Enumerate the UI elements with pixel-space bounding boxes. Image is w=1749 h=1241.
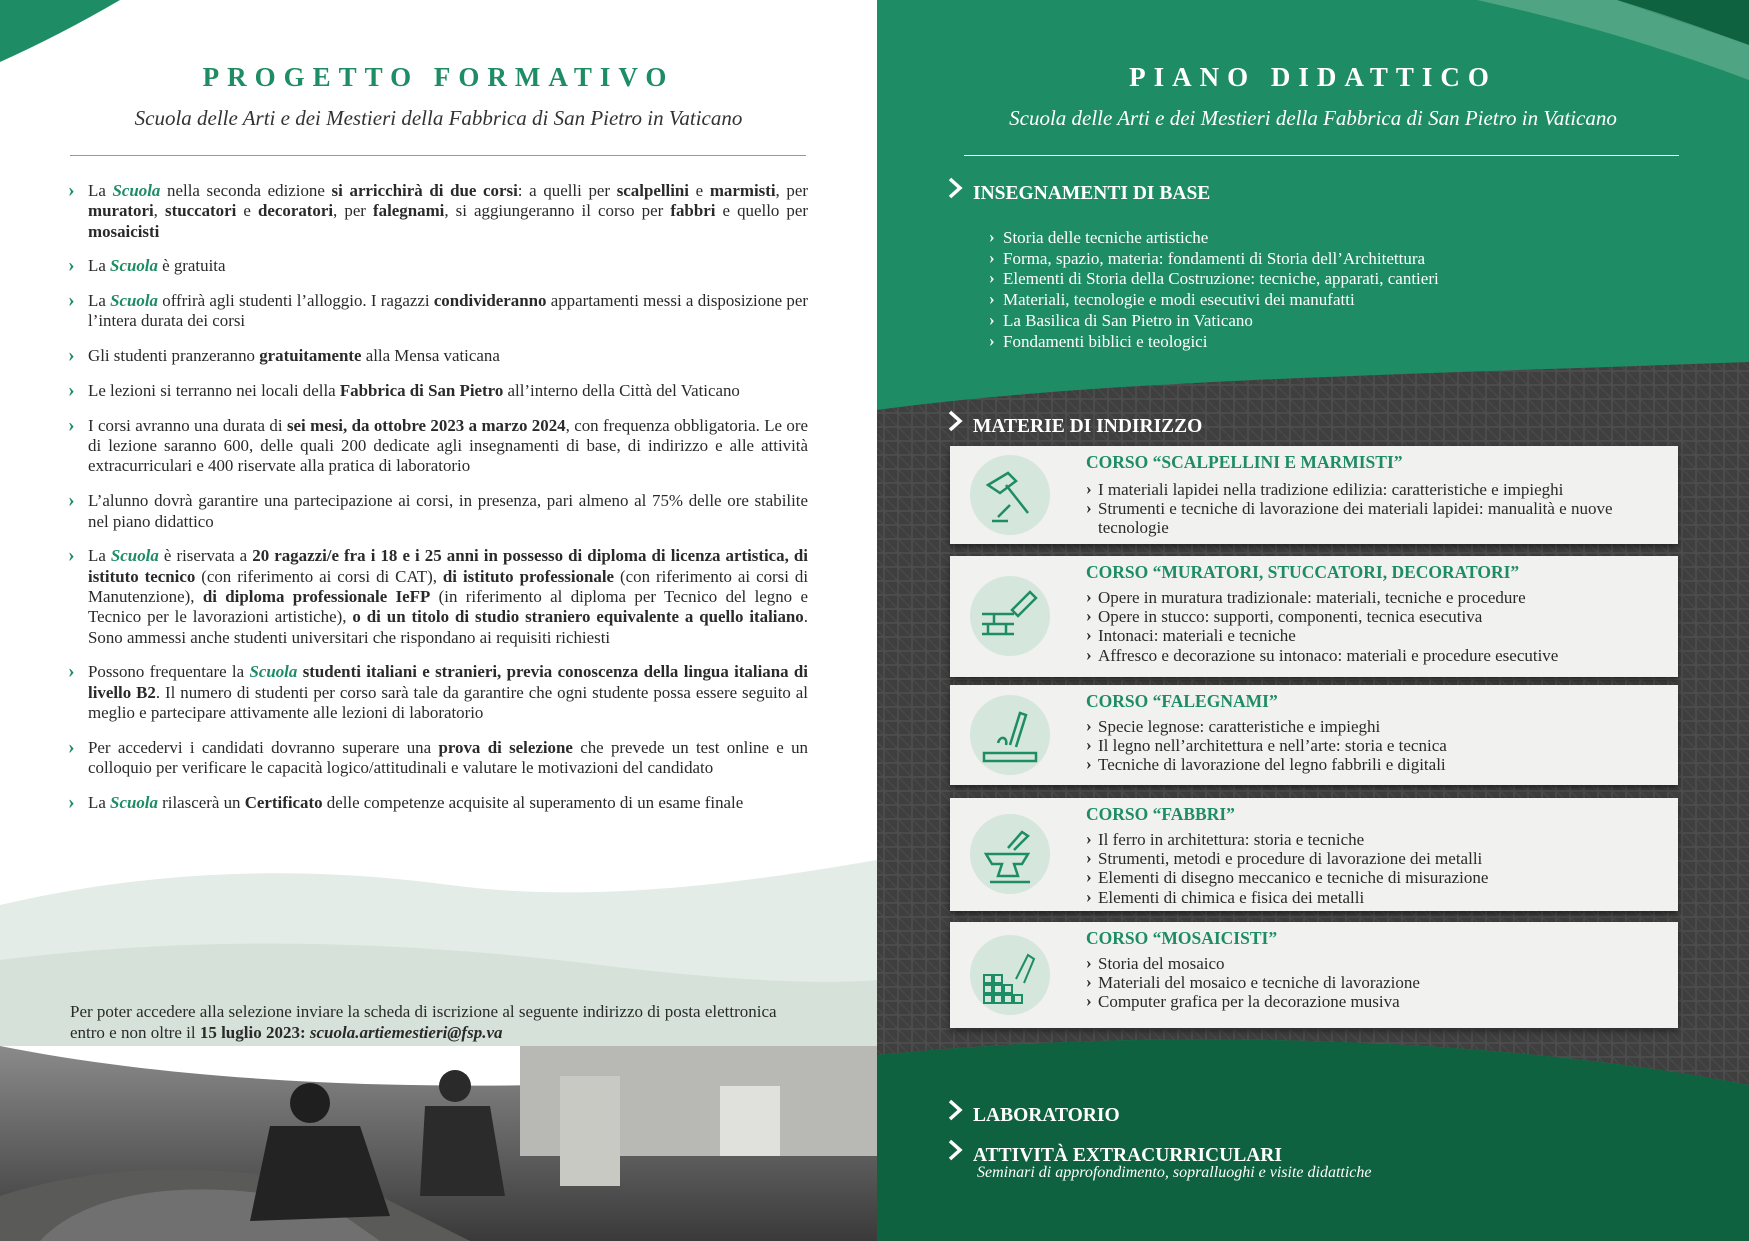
course-topic-item: › Materiali del mosaico e tecniche di lavorazione [1086, 973, 1664, 992]
course-topics [1086, 954, 1664, 1012]
section-heading-extra [947, 1139, 1282, 1167]
bullet-text: mosaicisti [88, 221, 160, 241]
colon-separator: : [299, 1023, 310, 1042]
bullet-text: L’alunno dovrà garantire una partecipazione ai corsi, in presenza, pari almeno al 75% delle ore stabilite nel piano didattico [88, 491, 808, 531]
course-topic-item: › I materiali lapidei nella tradizione edilizia: caratteristiche e impieghi [1086, 480, 1664, 499]
section-heading-lab [947, 1099, 1120, 1127]
bullet-text: prova di selezione [438, 737, 573, 757]
base-heading: INSEGNAMENTI DI BASE [973, 183, 1211, 204]
course-topic-item: › Il legno nell’architettura e nell’arte: storia e tecnica [1086, 736, 1664, 755]
mosaic-hand-icon [970, 935, 1050, 1015]
section-heading-base [947, 177, 1210, 205]
base-subject-item: › Storia delle tecniche artistiche [989, 228, 1689, 249]
bullet-text: delle competenze acquisite al superamento di un esame finale [322, 792, 744, 812]
workshop-photo [0, 1046, 877, 1241]
course-title: CORSO “MOSAICISTI” [1086, 928, 1278, 948]
course-topic-item: › Affresco e decorazione su intonaco: materiali e procedure esecutive [1086, 646, 1664, 665]
info-bullet [68, 793, 808, 813]
course-card [950, 446, 1678, 544]
course-topics [1086, 830, 1664, 907]
bullet-text: e quello per [715, 201, 809, 221]
course-card [950, 798, 1678, 911]
bullet-text: Per accedervi i candidati dovranno superare una [88, 737, 439, 757]
course-topics [1086, 588, 1664, 665]
base-subject-item: › Fondamenti biblici e teologici [989, 332, 1689, 353]
info-bullet [68, 491, 808, 532]
bullet-text: muratori [88, 201, 154, 221]
bullet-text: e [689, 181, 710, 200]
right-page [877, 0, 1749, 1241]
course-topic-item: › Opere in muratura tradizionale: materiali, tecniche e procedure [1086, 588, 1664, 607]
course-topic-item: › Il ferro in architettura: storia e tecniche [1086, 830, 1664, 849]
course-topic-item: › Strumenti, metodi e procedure di lavorazione dei metalli [1086, 849, 1664, 868]
base-subject-item: › Materiali, tecnologie e modi esecutivi dei manufatti [989, 290, 1689, 311]
bullet-text: (con riferimento ai corsi di Manutenzione), [88, 566, 809, 606]
course-topic-item: › Elementi di disegno meccanico e tecniche di misurazione [1086, 868, 1664, 887]
info-bullet [68, 381, 808, 401]
bullet-text: condivideranno [433, 291, 547, 311]
bullet-text: fabbri [670, 201, 716, 221]
bullet-text: Le lezioni si terranno nei locali della [88, 381, 340, 401]
bullet-text: , per [775, 181, 809, 200]
bullet-text: Gli studenti pranzeranno [88, 346, 260, 366]
bullet-text: di istituto professionale [442, 566, 615, 586]
bullet-text: , si aggiungeranno il corso per [444, 201, 671, 221]
school-name: Scuola [110, 546, 159, 566]
bullet-text: Fabbrica di San Pietro [339, 381, 504, 401]
course-topic-item: › Computer grafica per la decorazione musiva [1086, 992, 1664, 1011]
extra-description: Seminari di approfondimento, sopralluoghi e visite didattiche [977, 1164, 1372, 1181]
bullet-text: è gratuita [157, 256, 226, 276]
bullet-text: La [88, 546, 111, 566]
bullet-text: stuccatori [165, 201, 237, 221]
course-topic-item: › Specie legnose: caratteristiche e impieghi [1086, 717, 1664, 736]
bullet-text: La [88, 792, 111, 812]
base-subject-item: › Forma, spazio, materia: fondamenti di Storia dell’Architettura [989, 249, 1689, 270]
course-card [950, 685, 1678, 785]
school-name: Scuola [112, 181, 161, 200]
course-topic-item: › Storia del mosaico [1086, 954, 1664, 973]
page-title: PIANO DIDATTICO [1129, 62, 1497, 92]
info-bullet [68, 416, 808, 477]
school-name: Scuola [110, 256, 158, 276]
section-heading-materie [947, 410, 1202, 438]
info-bullet [68, 291, 808, 332]
bullet-text: , con frequenza obbligatoria. Le ore di lezione saranno 600, delle quali 200 dedicate agli insegnamenti di base, di indirizzo e alle attività extracurriculari e 400 riservate alla pratica di laboratorio [88, 415, 808, 476]
bullet-text: (in riferimento al diploma per Tecnico del legno e Tecnico per le lavorazioni artistiche), [88, 586, 808, 627]
bullet-text: La [88, 291, 111, 311]
bullet-text: falegnami [373, 201, 445, 221]
bullet-text: scalpellini [616, 181, 689, 200]
extra-heading: ATTIVITÀ EXTRACURRICULARI [973, 1145, 1282, 1166]
chevron-right-icon [947, 1139, 965, 1161]
bullet-text: sei mesi, da ottobre 2023 a marzo 2024 [286, 415, 566, 435]
course-topic-item: › Strumenti e tecniche di lavorazione dei materiali lapidei: manualità e nuove tecnologie [1086, 499, 1664, 537]
bullet-text: Certificato [244, 792, 323, 812]
bullet-text: nella seconda edizione [160, 181, 332, 200]
course-card [950, 556, 1678, 677]
anvil-hammer-icon [970, 814, 1050, 894]
bullet-text: alla Mensa vaticana [361, 346, 500, 366]
info-bullet [68, 738, 808, 779]
school-name: Scuola [249, 662, 298, 682]
info-bullet [68, 181, 808, 242]
bullet-text: decoratori [258, 201, 334, 221]
contact-email-link[interactable]: scuola.artiemestieri@fsp.va [309, 1023, 503, 1042]
info-bullet [68, 662, 808, 723]
lab-heading: LABORATORIO [973, 1105, 1120, 1126]
bullet-text: che prevede un test online e un colloquio per verificare le capacità logico/attitudinali e valutare le motivazioni del candidato [88, 737, 809, 778]
chevron-right-icon [947, 177, 965, 199]
bullet-text: è riservata a [158, 546, 253, 566]
info-bullet [68, 546, 808, 647]
school-name: Scuola [110, 792, 158, 812]
base-subjects-list [989, 228, 1689, 352]
application-note-text: Per poter accedere alla selezione inviare la scheda di iscrizione al seguente indirizzo di posta elettronica entro e non oltre il [70, 1002, 777, 1042]
school-name: Scuola [110, 291, 158, 311]
title-divider [964, 155, 1679, 156]
info-bullet [68, 256, 808, 276]
page-subtitle: Scuola delle Arti e dei Mestieri della Fabbrica di San Pietro in Vaticano [134, 106, 743, 130]
title-divider [70, 155, 806, 156]
info-bullet [68, 346, 808, 366]
bullet-text: gratuitamente [259, 346, 362, 366]
bullet-text: La [88, 256, 111, 276]
deadline-date: 15 luglio 2023 [199, 1023, 300, 1042]
course-title: CORSO “SCALPELLINI E MARMISTI” [1086, 452, 1403, 472]
course-topics [1086, 480, 1664, 538]
bullet-text: , per [333, 201, 374, 221]
course-title: CORSO “MURATORI, STUCCATORI, DECORATORI” [1086, 562, 1520, 582]
bullet-text: (con riferimento ai corsi di CAT), [195, 566, 443, 586]
trowel-bricks-icon [970, 576, 1050, 656]
bullet-text: di diploma professionale IeFP [202, 586, 431, 606]
chevron-right-icon [947, 1099, 965, 1121]
bullet-text: , [153, 201, 165, 221]
course-topic-item: › Tecniche di lavorazione del legno fabbrili e digitali [1086, 755, 1664, 774]
course-card [950, 922, 1678, 1028]
course-topic-item: › Intonaci: materiali e tecniche [1086, 626, 1664, 645]
bullet-text: studenti italiani e stranieri, previa conoscenza della lingua italiana di livello B2 [88, 662, 808, 702]
application-note [70, 1001, 810, 1043]
bullet-text: : a quelli per [517, 181, 617, 200]
materie-heading: MATERIE DI INDIRIZZO [973, 416, 1203, 437]
bullet-text: . Sono ammessi anche studenti universitari che rispondano ai requisiti richiesti [88, 607, 808, 647]
bullet-text: 20 ragazzi/e fra i 18 e i 25 anni in possesso di diploma di licenza artistica, di istituto tecnico [88, 546, 808, 586]
bullet-text: appartamenti messi a disposizione per l’intera durata dei corsi [88, 291, 808, 331]
info-bullet-list [68, 181, 808, 828]
bullet-text: La [88, 181, 113, 200]
course-title: CORSO “FALEGNAMI” [1086, 691, 1278, 711]
course-topic-item: › Elementi di chimica e fisica dei metalli [1086, 888, 1664, 907]
bullet-text: e [236, 201, 258, 221]
chevron-right-icon [947, 410, 965, 432]
course-topics [1086, 717, 1664, 775]
bullet-text: marmisti [709, 181, 776, 200]
course-topic-item: › Opere in stucco: supporti, componenti, tecnica esecutiva [1086, 607, 1664, 626]
hammer-chisel-icon [970, 455, 1050, 535]
bullet-text: all’interno della Città del Vaticano [503, 381, 740, 401]
bullet-text: offrirà agli studenti l’alloggio. I ragazzi [157, 291, 434, 311]
bullet-text: si arricchirà di due corsi [331, 181, 518, 200]
woodcarving-icon [970, 695, 1050, 775]
page-title: PROGETTO FORMATIVO [202, 62, 675, 92]
bullet-text: . Il numero di studenti per corso sarà tale da garantire che ogni studente possa essere seguito al meglio e partecipare attivamente alle lezioni di laboratorio [88, 682, 808, 722]
bullet-text: Possono frequentare la [88, 662, 250, 682]
bullet-text: rilascerà un [157, 792, 245, 812]
base-subject-item: › La Basilica di San Pietro in Vaticano [989, 311, 1689, 332]
course-title: CORSO “FABBRI” [1086, 804, 1235, 824]
page-subtitle: Scuola delle Arti e dei Mestieri della Fabbrica di San Pietro in Vaticano [1009, 106, 1617, 130]
base-subject-item: › Elementi di Storia della Costruzione: tecniche, apparati, cantieri [989, 269, 1689, 290]
bullet-text: o di un titolo di studio straniero equivalente a quello italiano [352, 607, 804, 627]
bullet-text: I corsi avranno una durata di [88, 415, 287, 435]
